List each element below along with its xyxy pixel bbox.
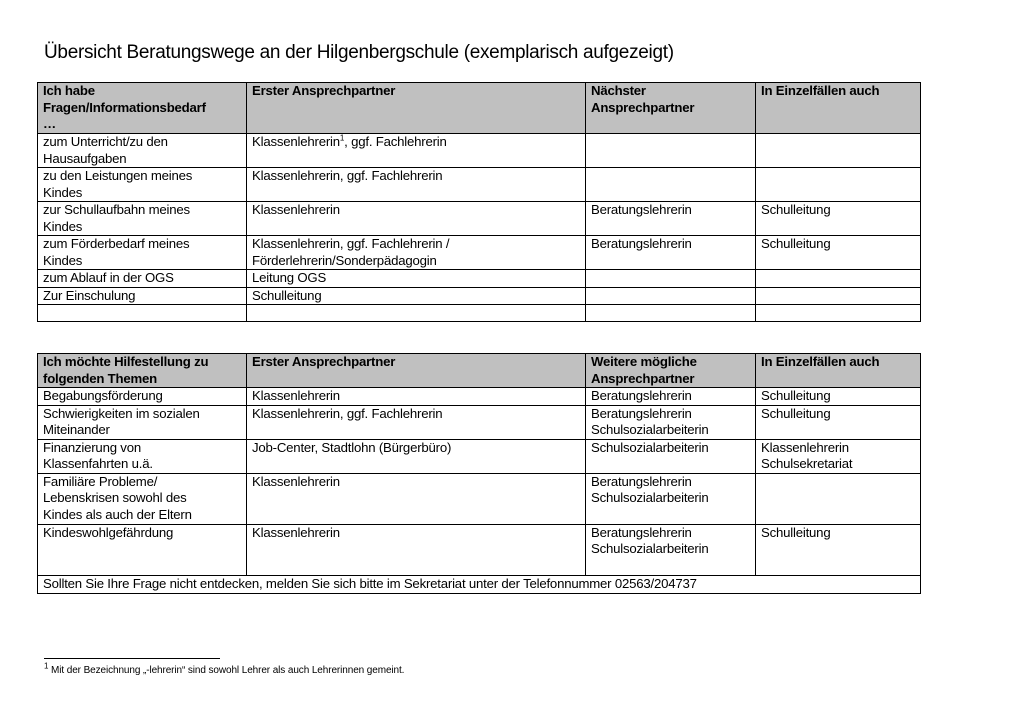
column-header [247, 83, 586, 134]
cell-line: Erster Ansprechpartner [252, 83, 396, 98]
table-cell [247, 305, 586, 322]
table-cell [247, 287, 586, 305]
contact-note: Sollten Sie Ihre Frage nicht entdecken, melden Sie sich bitte im Sekretariat unter der Telefonnummer 02563/204737 [38, 575, 921, 593]
cell-line: zum Förderbedarf meines [43, 236, 190, 251]
table-cell [38, 524, 247, 575]
table-cell [38, 439, 247, 473]
cell-line: Beratungslehrerin [591, 473, 692, 489]
cell-line: Schulsozialarbeiterin [591, 541, 709, 556]
footnote-reference: 1 [339, 133, 345, 143]
cell-line: Klassenlehrerin [252, 473, 340, 489]
table-cell [38, 236, 247, 270]
cell-line: Klassenlehrerin [252, 524, 340, 540]
table-cell [756, 168, 921, 202]
table-cell [756, 270, 921, 288]
table-cell [586, 305, 756, 322]
footnote-text: Mit der Bezeichnung „-lehrerin“ sind sowohl Lehrer als auch Lehrerinnen gemeint. [51, 665, 405, 676]
cell-line: zum Unterricht/zu den [43, 134, 168, 149]
table-cell [38, 287, 247, 305]
table-row [38, 168, 921, 202]
table-header-row [38, 354, 921, 388]
cell-line: Schulleitung [761, 236, 831, 251]
cell-line: Klassenlehrerin [252, 202, 340, 217]
cell-line: Klassenlehrerin, ggf. Fachlehrerin / [252, 236, 450, 251]
cell-line: Beratungslehrerin [591, 388, 692, 403]
table-cell [756, 439, 921, 473]
footnote [44, 661, 405, 676]
cell-line: Klassenlehrerin, ggf. Fachlehrerin [252, 405, 443, 421]
cell-line: Ich möchte Hilfestellung zu [43, 354, 209, 369]
cell-line: Kindes [43, 218, 83, 234]
cell-line [252, 134, 580, 151]
cell-line: Schulsozialarbeiterin [591, 490, 709, 505]
footnote-separator [44, 658, 220, 659]
cell-line: Schulsozialarbeiterin [591, 439, 709, 455]
cell-line: Zur Einschulung [43, 287, 136, 303]
cell-line: Erster Ansprechpartner [252, 354, 396, 369]
table-cell [38, 134, 247, 168]
table-cell [586, 388, 756, 406]
cell-line: Klassenlehrerin, ggf. Fachlehrerin [252, 168, 443, 183]
cell-line: Fragen/Informationsbedarf [43, 99, 206, 115]
table-cell [756, 305, 921, 322]
cell-line: In Einzelfällen auch [761, 83, 880, 98]
table-cell [586, 405, 756, 439]
table-row [38, 305, 921, 322]
table-cell [586, 473, 756, 524]
table-cell [38, 473, 247, 524]
table-cell [586, 270, 756, 288]
cell-line: Kindes [43, 184, 83, 200]
table-cell [586, 524, 756, 575]
cell-line: Klassenfahrten u.ä. [43, 456, 153, 471]
column-header [756, 83, 921, 134]
cell-line: Förderlehrerin/Sonderpädagogin [252, 252, 437, 268]
column-header [38, 83, 247, 134]
cell-line: Familiäre Probleme/ [43, 473, 158, 489]
consultation-table-questions [37, 82, 921, 322]
table-row [38, 287, 921, 305]
cell-line: Begabungsförderung [43, 388, 163, 403]
cell-line: Schulleitung [761, 405, 831, 421]
table-cell [247, 524, 586, 575]
table-cell [247, 439, 586, 473]
table-cell [38, 270, 247, 288]
cell-line: … [43, 116, 56, 131]
cell-line: Klassenlehrerin [252, 388, 340, 403]
cell-line: Kindes als auch der Eltern [43, 506, 192, 522]
table-row [38, 270, 921, 288]
cell-line: Beratungslehrerin [591, 236, 692, 251]
table-cell [247, 270, 586, 288]
table-cell [586, 236, 756, 270]
cell-line: Schwierigkeiten im sozialen [43, 405, 200, 421]
table-cell [38, 202, 247, 236]
table-cell [586, 287, 756, 305]
consultation-table-topics [37, 353, 921, 594]
table-cell [38, 168, 247, 202]
cell-line: In Einzelfällen auch [761, 354, 880, 369]
column-header [247, 354, 586, 388]
table-row [38, 134, 921, 168]
cell-line: Beratungslehrerin [591, 405, 692, 421]
table-cell [38, 405, 247, 439]
cell-line: Hausaufgaben [43, 150, 127, 166]
table-cell [756, 134, 921, 168]
cell-line: zum Ablauf in der OGS [43, 270, 174, 285]
cell-line: Schulleitung [761, 388, 831, 403]
column-header [586, 354, 756, 388]
table-cell [247, 202, 586, 236]
table-cell [38, 305, 247, 322]
table-note-row [38, 575, 921, 593]
cell-line: Beratungslehrerin [591, 524, 692, 540]
table-row [38, 388, 921, 406]
table-cell [247, 134, 586, 168]
table-cell [756, 388, 921, 406]
table-row [38, 405, 921, 439]
cell-line: zu den Leistungen meines [43, 168, 193, 183]
cell-line: Ansprechpartner [591, 99, 695, 115]
cell-line: Schulleitung [761, 524, 831, 540]
table-row [38, 524, 921, 575]
table-cell [756, 287, 921, 305]
column-header [756, 354, 921, 388]
table-cell [756, 473, 921, 524]
cell-line: Kindeswohlgefährdung [43, 524, 174, 540]
table-cell [38, 388, 247, 406]
table-cell [756, 405, 921, 439]
table-cell [247, 168, 586, 202]
column-header [38, 354, 247, 388]
cell-line: Weitere mögliche [591, 354, 697, 369]
table-row [38, 236, 921, 270]
cell-line: Schulsozialarbeiterin [591, 422, 709, 437]
cell-text: Klassenlehrerin [252, 134, 340, 149]
table-row [38, 473, 921, 524]
cell-line: Schulleitung [252, 287, 322, 303]
table-cell [247, 405, 586, 439]
table-cell [586, 202, 756, 236]
table-cell [247, 388, 586, 406]
column-header [586, 83, 756, 134]
cell-line: Kindes [43, 252, 83, 268]
footnote-ref-suffix: , ggf. Fachlehrerin [344, 134, 447, 149]
cell-line: Finanzierung von [43, 439, 141, 455]
table-row [38, 439, 921, 473]
cell-line: Schulleitung [761, 202, 831, 217]
cell-line: folgenden Themen [43, 370, 158, 386]
cell-line: Ich habe [43, 83, 95, 98]
cell-line: Job-Center, Stadtlohn (Bürgerbüro) [252, 439, 452, 455]
cell-line: Beratungslehrerin [591, 202, 692, 217]
footnote-number: 1 [44, 661, 49, 671]
table-cell [586, 168, 756, 202]
cell-line: Lebenskrisen sowohl des [43, 490, 187, 505]
cell-line: Ansprechpartner [591, 370, 695, 386]
table-cell [756, 202, 921, 236]
cell-line: zur Schullaufbahn meines [43, 202, 190, 217]
cell-line: Schulsekretariat [761, 456, 853, 471]
table-cell [247, 236, 586, 270]
table-cell [756, 524, 921, 575]
cell-line: Nächster [591, 83, 646, 98]
cell-line: Leitung OGS [252, 270, 327, 285]
table-header-row [38, 83, 921, 134]
table-cell [247, 473, 586, 524]
table-row [38, 202, 921, 236]
cell-line: Klassenlehrerin [761, 439, 849, 455]
table-cell [586, 439, 756, 473]
table-cell [756, 236, 921, 270]
table-cell [586, 134, 756, 168]
cell-line: Miteinander [43, 422, 110, 437]
page-title: Übersicht Beratungswege an der Hilgenbergschule (exemplarisch aufgezeigt) [44, 42, 674, 63]
